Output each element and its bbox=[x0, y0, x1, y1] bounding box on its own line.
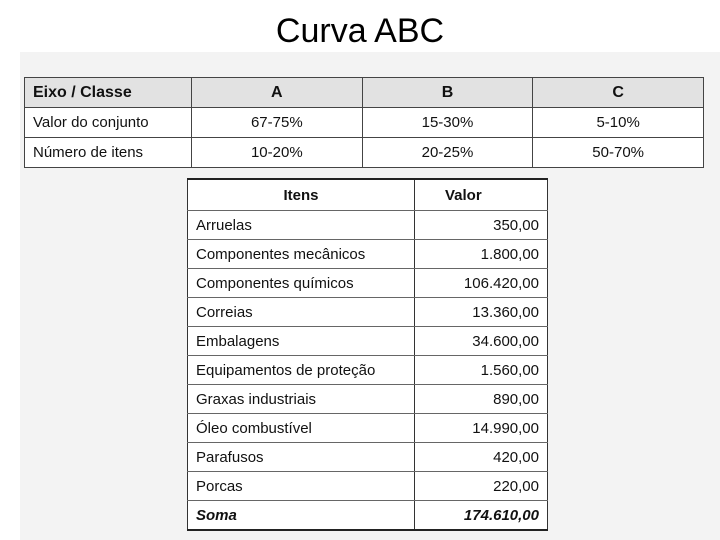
table-row bbox=[188, 240, 548, 269]
total-value: 174.610,00 bbox=[415, 501, 548, 531]
header-cell: Eixo / Classe bbox=[25, 78, 192, 108]
table-row bbox=[188, 414, 548, 443]
header-cell-items: Itens bbox=[188, 179, 415, 211]
item-value: 106.420,00 bbox=[415, 269, 548, 298]
header-cell: B bbox=[362, 78, 533, 108]
item-value: 1.560,00 bbox=[415, 356, 548, 385]
table-header-row bbox=[25, 78, 704, 108]
table-row bbox=[188, 269, 548, 298]
table-cell: 50-70% bbox=[533, 138, 704, 168]
item-name: Componentes químicos bbox=[188, 269, 415, 298]
item-name: Parafusos bbox=[188, 443, 415, 472]
item-value: 420,00 bbox=[415, 443, 548, 472]
table-row bbox=[188, 211, 548, 240]
item-name: Embalagens bbox=[188, 327, 415, 356]
item-name: Óleo combustível bbox=[188, 414, 415, 443]
table-row bbox=[25, 138, 704, 168]
item-name: Porcas bbox=[188, 472, 415, 501]
header-cell-value: Valor bbox=[415, 179, 548, 211]
page-title: Curva ABC bbox=[275, 12, 445, 50]
item-name: Componentes mecânicos bbox=[188, 240, 415, 269]
table-row bbox=[188, 327, 548, 356]
total-label: Soma bbox=[188, 501, 415, 531]
table-row bbox=[188, 298, 548, 327]
table-row bbox=[188, 356, 548, 385]
table-cell: 15-30% bbox=[362, 108, 533, 138]
item-value: 220,00 bbox=[415, 472, 548, 501]
abc-class-table bbox=[24, 77, 704, 168]
item-value: 14.990,00 bbox=[415, 414, 548, 443]
table-cell: 10-20% bbox=[192, 138, 363, 168]
item-name: Correias bbox=[188, 298, 415, 327]
table-cell: 20-25% bbox=[362, 138, 533, 168]
items-value-table bbox=[187, 178, 548, 531]
item-value: 34.600,00 bbox=[415, 327, 548, 356]
table-row bbox=[25, 108, 704, 138]
item-value: 350,00 bbox=[415, 211, 548, 240]
table-header-row bbox=[188, 179, 548, 211]
item-value: 1.800,00 bbox=[415, 240, 548, 269]
table-cell: 67-75% bbox=[192, 108, 363, 138]
row-label: Número de itens bbox=[25, 138, 192, 168]
item-value: 890,00 bbox=[415, 385, 548, 414]
item-name: Equipamentos de proteção bbox=[188, 356, 415, 385]
row-label: Valor do conjunto bbox=[25, 108, 192, 138]
item-value: 13.360,00 bbox=[415, 298, 548, 327]
total-row bbox=[188, 501, 548, 531]
header-cell: C bbox=[533, 78, 704, 108]
table-row bbox=[188, 385, 548, 414]
table-row bbox=[188, 443, 548, 472]
table-row bbox=[188, 472, 548, 501]
item-name: Graxas industriais bbox=[188, 385, 415, 414]
item-name: Arruelas bbox=[188, 211, 415, 240]
header-cell: A bbox=[192, 78, 363, 108]
table-cell: 5-10% bbox=[533, 108, 704, 138]
